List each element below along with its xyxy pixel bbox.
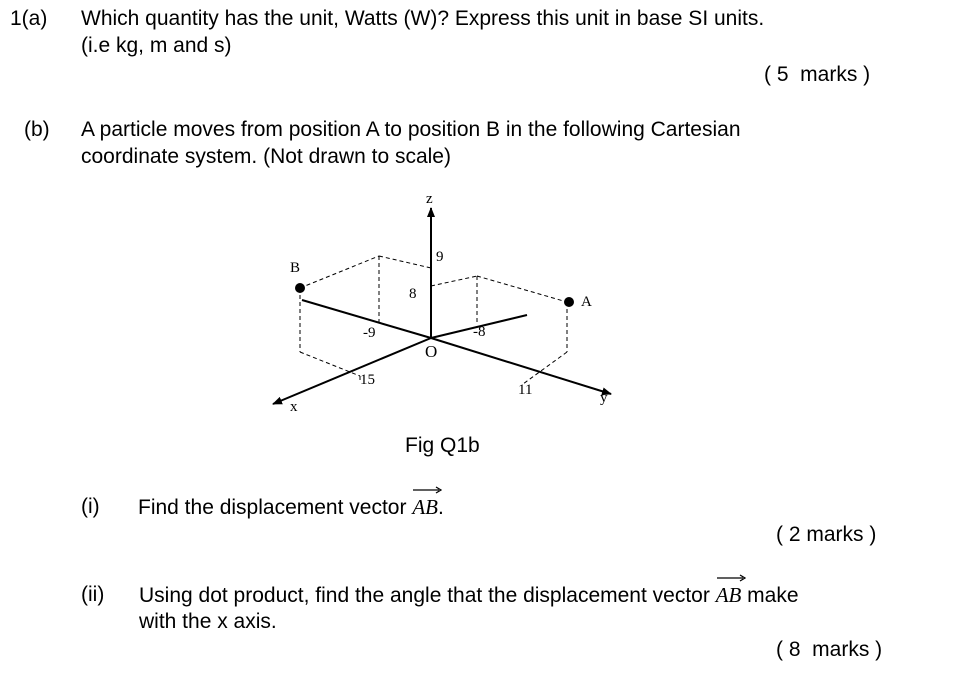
z-axis-label: z	[426, 191, 433, 207]
tick-label-y-11: 11	[518, 382, 533, 398]
question-1a-marks: ( 5 marks )	[764, 63, 871, 86]
point-a-label: A	[581, 294, 592, 310]
tick-label-x-15: 15	[360, 372, 375, 388]
question-1b-ii-line1	[139, 582, 799, 609]
x-axis	[273, 338, 431, 404]
question-1b-i-text	[138, 494, 444, 521]
question-1b-i-period: .	[437, 496, 444, 519]
question-1b-line2: coordinate system. (Not drawn to scale)	[81, 145, 451, 168]
question-1b-i-number: (i)	[81, 495, 100, 518]
point-b-marker	[295, 283, 305, 293]
tick-label-y-neg9: -9	[363, 325, 376, 341]
question-1b-ii-marks: ( 8 marks )	[776, 638, 883, 661]
question-1b-line1: A particle moves from position A to position B in the following Cartesian	[81, 118, 741, 141]
question-1a-line1: Which quantity has the unit, Watts (W)? Express this unit in base SI units.	[81, 7, 765, 30]
tick-label-x-neg8: -8	[473, 324, 486, 340]
cartesian-diagram	[255, 180, 635, 420]
x-axis-label: x	[290, 399, 298, 415]
projection-box-a	[431, 276, 567, 384]
figure-caption: Fig Q1b	[405, 434, 480, 457]
tick-label-z-9: 9	[436, 249, 444, 265]
tick-label-z-8: 8	[409, 286, 417, 302]
origin-label: O	[425, 342, 438, 361]
vector-arrow-icon	[412, 485, 442, 495]
vector-ab	[412, 494, 438, 520]
question-1a-line2: (i.e kg, m and s)	[81, 34, 232, 57]
y-axis-label: y	[600, 390, 608, 406]
question-1b-i-marks: ( 2 marks )	[776, 523, 877, 546]
vector-ab-label: AB	[412, 495, 438, 519]
point-a-marker	[564, 297, 574, 307]
question-1b-number: (b)	[24, 118, 50, 141]
point-b-label: B	[290, 260, 301, 276]
question-1b-ii-statement: Using dot product, find the angle that the displacement vector	[139, 584, 716, 607]
vector-ab	[716, 582, 742, 608]
question-1b-ii-line2: with the x axis.	[139, 610, 277, 633]
vector-arrow-icon	[716, 573, 746, 583]
question-1a-number: 1(a)	[10, 7, 48, 30]
question-1b-ii-number: (ii)	[81, 583, 105, 606]
question-1b-ii-statement-end: make	[741, 584, 799, 607]
question-1b-i-statement: Find the displacement vector	[138, 496, 413, 519]
vector-ab-label: AB	[715, 583, 742, 607]
